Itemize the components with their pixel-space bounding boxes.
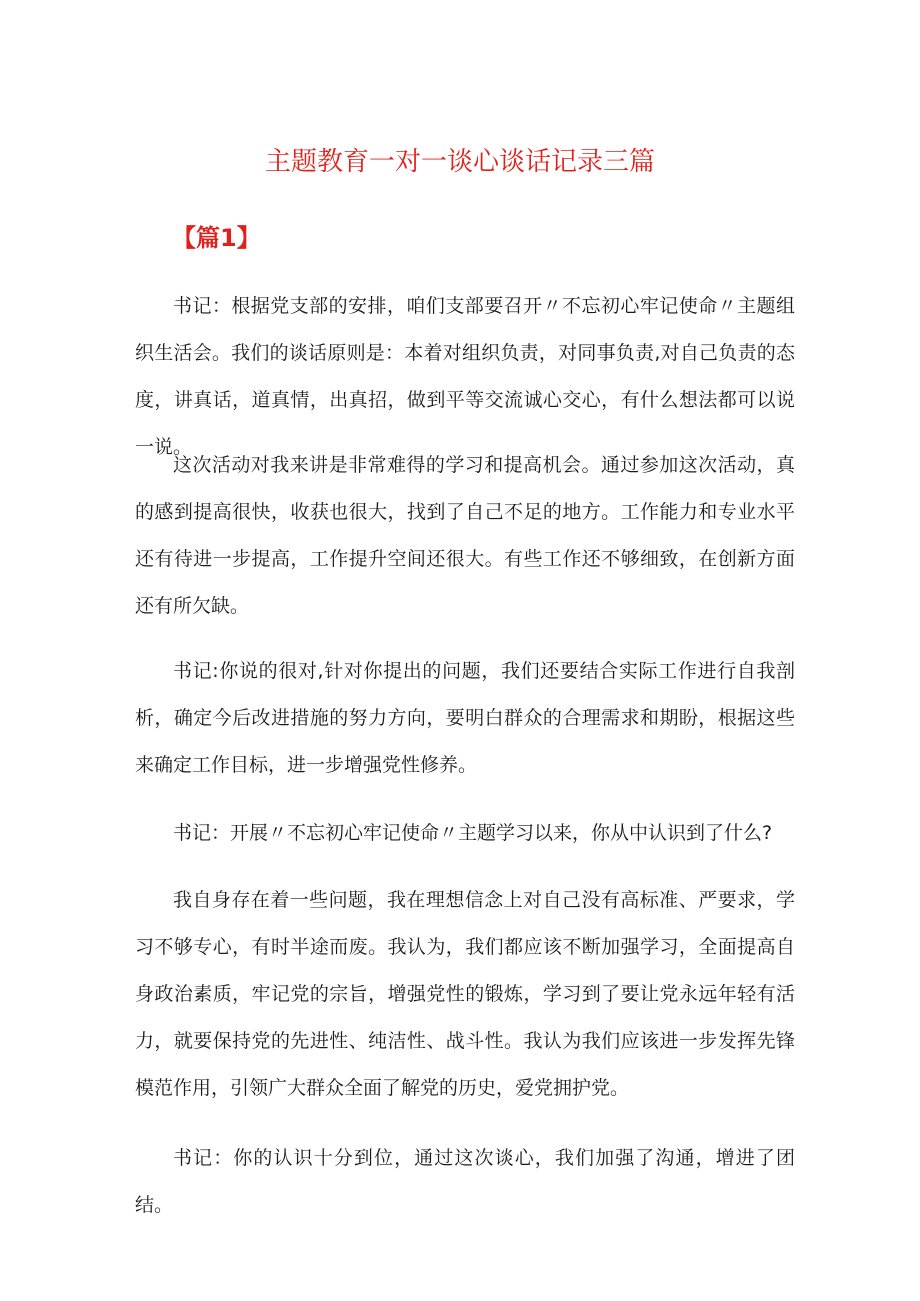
paragraph-2: 这次活动对我来讲是非常难得的学习和提高机会。通过参加这次活动，真的感到提高很快，收获也很大，找到了自己不足的地方。工作能力和专业水平还有待进一步提高，工作提升空间还很大。有些工作还不够细致，在创新方面还有所欠缺。	[135, 454, 795, 617]
paragraph-1: 书记：根据党支部的安排，咱们支部要召开〃不忘初心牢记使命〃主题组织生活会。我们的谈话原则是：本着对组织负责，对同事负责,对自己负责的态度，讲真话，道真情，出真招，做到平等交流诚心交心，有什么想法都可以说一说。	[135, 295, 795, 458]
paragraph-5: 我自身存在着一些问题，我在理想信念上对自己没有高标准、严要求，学习不够专心，有时半途而废。我认为，我们都应该不断加强学习，全面提高自身政治素质，牢记党的宗旨，增强党性的锻炼，学习到了要让党永远年轻有活力，就要保持党的先进性、纯洁性、战斗性。我认为我们应该进一步发挥先锋模范作用，引领广大群众全面了解党的历史，爱党拥护党。	[135, 889, 795, 1099]
paragraph-6: 书记：你的认识十分到位，通过这次谈心，我们加强了沟通，增进了团结。	[135, 1147, 795, 1216]
section-heading: 【篇1】	[172, 224, 261, 252]
document-title: 主题教育一对一谈心谈话记录三篇	[264, 147, 655, 177]
paragraph-4: 书记：开展〃不忘初心牢记使命〃主题学习以来，你从中认识到了什么?	[173, 822, 773, 844]
paragraph-3: 书记:你说的很对,针对你提出的问题，我们还要结合实际工作进行自我剖析，确定今后改进措施的努力方向，要明白群众的合理需求和期盼，根据这些来确定工作目标，进一步增强党性修养。	[135, 660, 795, 776]
